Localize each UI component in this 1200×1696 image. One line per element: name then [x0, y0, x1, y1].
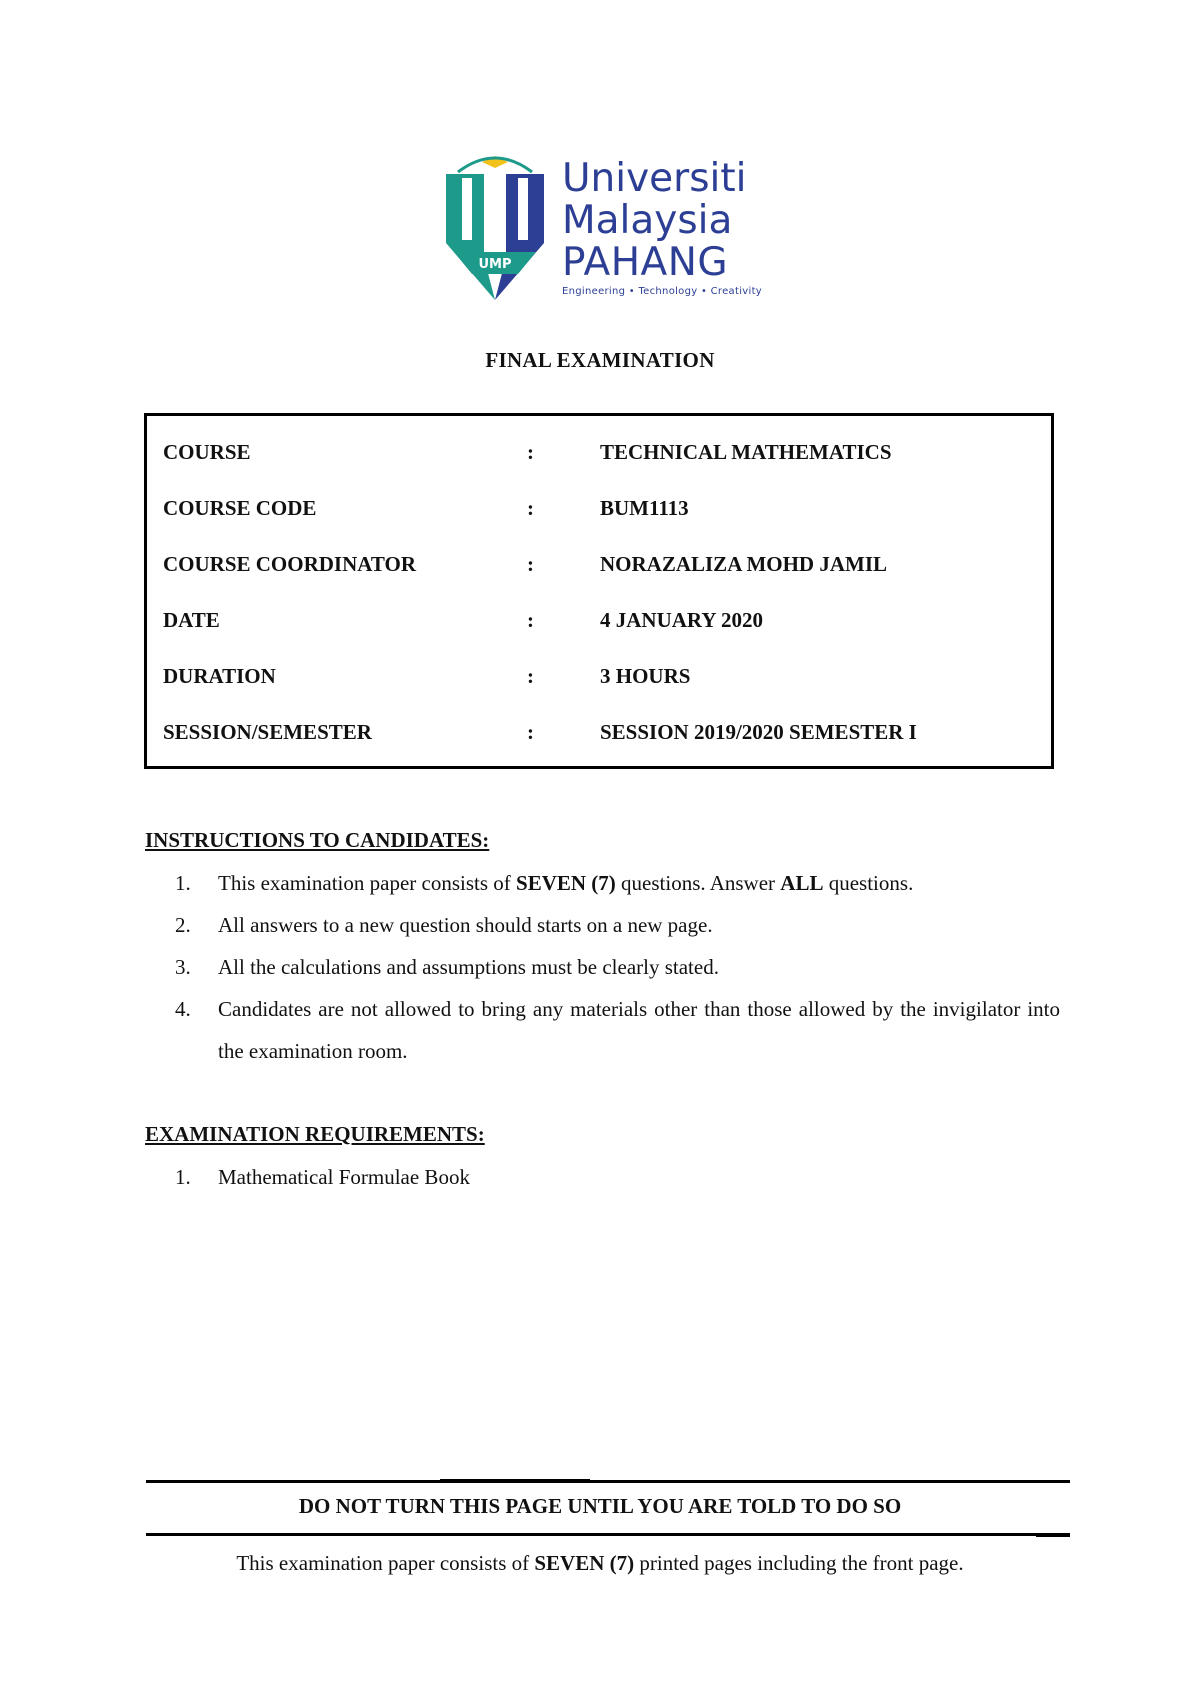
info-value: TECHNICAL MATHEMATICS	[600, 440, 892, 464]
requirements-heading: EXAMINATION REQUIREMENTS:	[145, 1122, 485, 1146]
shield-logo-icon	[440, 148, 550, 308]
logo-line-universiti: Universiti	[562, 156, 747, 201]
logo-tagline: Engineering • Technology • Creativity	[562, 286, 763, 297]
logo-wordmark	[562, 158, 782, 297]
instructions-heading: INSTRUCTIONS TO CANDIDATES:	[145, 828, 490, 852]
info-value: SESSION 2019/2020 SEMESTER I	[600, 720, 917, 744]
footer-page-count-note	[0, 1551, 1200, 1576]
list-number: 1.	[175, 1165, 191, 1189]
course-info-box	[144, 413, 1054, 769]
info-colon: :	[527, 440, 534, 464]
requirement-text: Mathematical Formulae Book	[218, 1165, 470, 1189]
info-row-session-semester	[147, 720, 1051, 750]
logo-line-malaysia: Malaysia	[562, 198, 733, 243]
info-colon: :	[527, 608, 534, 632]
footer-top-rule-accent	[440, 1479, 590, 1481]
logo-pillar-right	[518, 178, 528, 240]
info-label: COURSE COORDINATOR	[163, 552, 417, 576]
info-colon: :	[527, 720, 534, 744]
info-label: SESSION/SEMESTER	[163, 720, 372, 744]
logo-line-pahang: PAHANG	[562, 240, 729, 285]
info-value: NORAZALIZA MOHD JAMIL	[600, 552, 888, 576]
emphasis-text: SEVEN (7)	[534, 1551, 635, 1575]
university-logo	[440, 148, 780, 308]
info-value: 3 HOURS	[600, 664, 691, 688]
text-run: printed pages including the front page.	[634, 1551, 964, 1575]
info-value: BUM1113	[600, 496, 689, 520]
text-run: This examination paper consists of	[218, 871, 517, 895]
info-label: COURSE CODE	[163, 496, 317, 520]
text-run: questions. Answer	[615, 871, 781, 895]
info-label: COURSE	[163, 440, 251, 464]
info-colon: :	[527, 552, 534, 576]
info-colon: :	[527, 496, 534, 520]
list-number: 4.	[175, 997, 191, 1021]
info-value: 4 JANUARY 2020	[600, 608, 763, 632]
list-number: 1.	[175, 871, 191, 895]
list-number: 2.	[175, 913, 191, 937]
instruction-text: All the calculations and assumptions must be clearly stated.	[218, 955, 719, 979]
logo-pillar-left	[462, 178, 472, 240]
info-row-duration	[147, 664, 1051, 694]
footer-bottom-rule-accent	[1036, 1535, 1070, 1537]
info-row-course-code	[147, 496, 1051, 526]
emphasis-text: SEVEN (7)	[516, 871, 616, 895]
info-colon: :	[527, 664, 534, 688]
emphasis-text: ALL	[780, 871, 824, 895]
text-run: This examination paper consists of	[236, 1551, 535, 1575]
exam-title: FINAL EXAMINATION	[485, 348, 715, 372]
list-number: 3.	[175, 955, 191, 979]
info-row-course-coordinator	[147, 552, 1051, 582]
logo-badge-text: UMP	[478, 257, 512, 272]
info-label: DURATION	[163, 664, 276, 688]
footer-bottom-rule	[146, 1533, 1070, 1536]
instruction-text: All answers to a new question should starts on a new page.	[218, 913, 713, 937]
info-row-course	[147, 440, 1051, 470]
info-row-date	[147, 608, 1051, 638]
instruction-text: Candidates are not allowed to bring any materials other than those allowed by the invigilator into the examination room.	[218, 997, 1060, 1063]
info-label: DATE	[163, 608, 220, 632]
text-run: questions.	[823, 871, 914, 895]
instruction-text	[218, 862, 1060, 904]
footer-warning: DO NOT TURN THIS PAGE UNTIL YOU ARE TOLD TO DO SO	[298, 1494, 902, 1518]
footer-top-rule	[146, 1480, 1070, 1483]
